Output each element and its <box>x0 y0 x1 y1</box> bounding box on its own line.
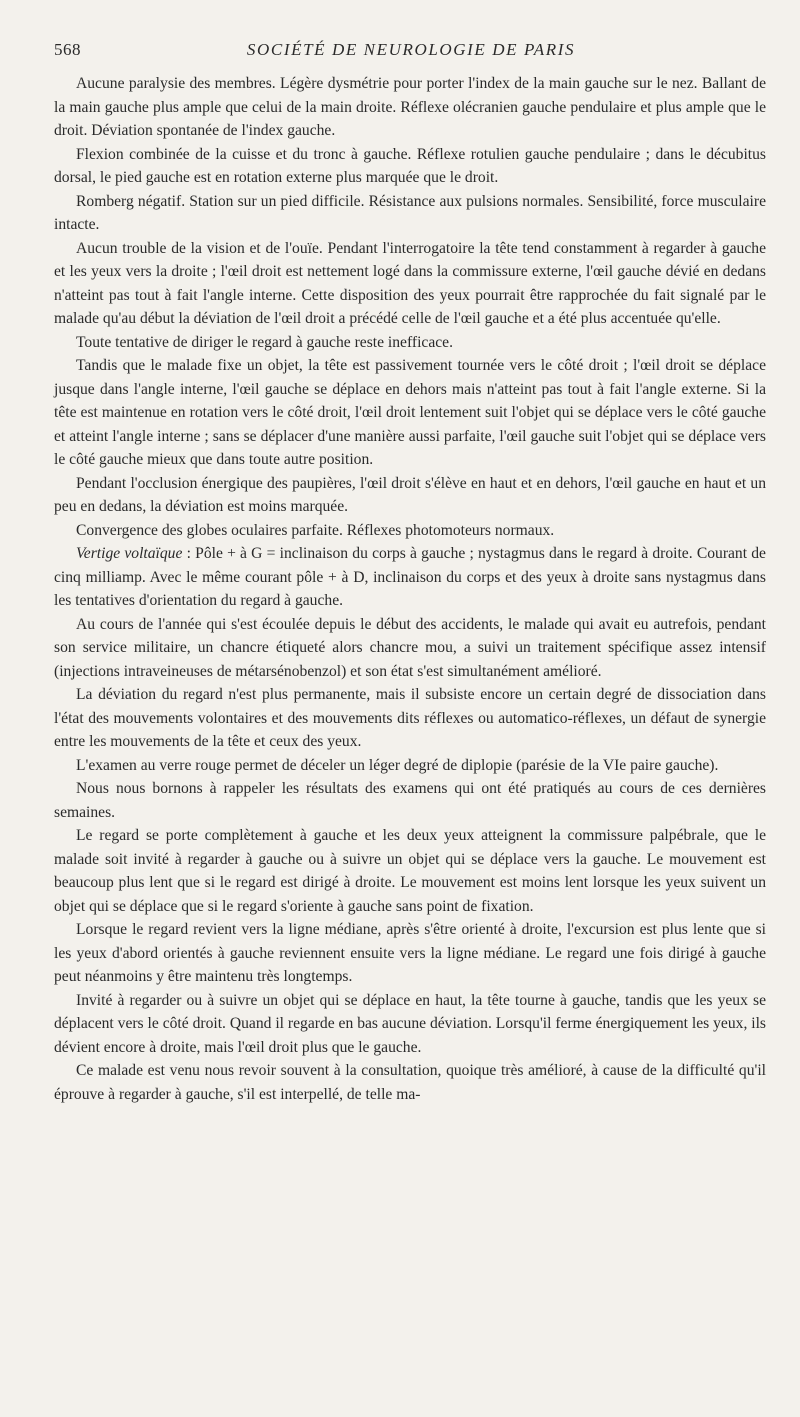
paragraph: Aucun trouble de la vision et de l'ouïe. Pendant l'interrogatoire la tête tend constamment à regarder à gauche et les yeux vers la droite ; l'œil droit est nettement logé dans la commissure externe, l'œil gauche dévié en dedans n'atteint pas tout à fait l'angle interne. Cette disposition des yeux pourrait être rapprochée du fait signalé par le malade qu'au début la déviation de l'œil droit a précédé celle de l'œil gauche et a été plus accentuée qu'elle. <box>54 239 766 327</box>
paragraph: Aucune paralysie des membres. Légère dysmétrie pour porter l'index de la main gauche sur le nez. Ballant de la main gauche plus ample que celui de la main droite. Réflexe olécranien gauche pendulaire et plus ample que le droit. Déviation spontanée de l'index gauche. <box>54 75 766 139</box>
paragraph: Ce malade est venu nous revoir souvent à la consultation, quoique très amélioré, à cause de la difficulté qu'il éprouve à regarder à gauche, s'il est interpellé, de telle ma- <box>54 1062 766 1103</box>
page-header <box>54 40 768 66</box>
paragraph: Nous nous bornons à rappeler les résultats des examens qui ont été pratiqués au cours de ces dernières semaines. <box>54 780 766 821</box>
paragraph: Invité à regarder ou à suivre un objet qui se déplace en haut, la tête tourne à gauche, tandis que les yeux se déplacent vers le côté droit. Quand il regarde en bas aucune déviation. Lorsqu'il ferme énergiquement les yeux, ils dévient encore à droite, mais l'œil droit plus que le gauche. <box>54 991 766 1056</box>
paragraph: Le regard se porte complètement à gauche et les deux yeux atteignent la commissure palpébrale, que le malade soit invité à regarder à gauche ou à suivre un objet qui se déplace vers la gauche. Le mouvement est beaucoup plus lent que si le regard est dirigé à droite. Le mouvement est moins lent lorsque les yeux suivent un objet qui se déplace que si le regard s'oriente à gauche sans point de fixation. <box>54 827 766 915</box>
paragraph: Lorsque le regard revient vers la ligne médiane, après s'être orienté à droite, l'excursion est plus lente que si les yeux d'abord orientés à gauche reviennent ensuite vers la ligne médiane. Le regard une fois dirigé à gauche peut néanmoins y être maintenu très longtemps. <box>54 921 766 985</box>
paragraph: Flexion combinée de la cuisse et du tronc à gauche. Réflexe rotulien gauche pendulaire ; dans le décubitus dorsal, le pied gauche est en rotation externe plus marquée que le droit. <box>54 145 766 186</box>
running-title: SOCIÉTÉ DE NEUROLOGIE DE PARIS <box>246 40 576 59</box>
paragraph: La déviation du regard n'est plus permanente, mais il subsiste encore un certain degré de dissociation dans l'état des mouvements volontaires et des mouvements dits réflexes ou automatico-réflexes, un défaut de synergie entre les mouvements de la tête et ceux des yeux. <box>54 686 766 750</box>
paragraph: Convergence des globes oculaires parfaite. Réflexes photomoteurs normaux. <box>76 521 555 539</box>
italic-lead: Vertige voltaïque <box>76 545 183 562</box>
page-number: 568 <box>54 40 81 59</box>
paragraph: Pendant l'occlusion énergique des paupières, l'œil droit s'élève en haut et en dehors, l'œil gauche en haut et un peu en dedans, la déviation est moins marquée. <box>54 474 766 515</box>
paragraph: Romberg négatif. Station sur un pied difficile. Résistance aux pulsions normales. Sensibilité, force musculaire intacte. <box>54 192 766 233</box>
paragraph-text: : Pôle + à G = inclinaison du corps à gauche ; nystagmus dans le regard à droite. Courant de cinq milliamp. Avec le même courant pôle + à D, inclinaison du corps et des yeux à droite sans nystagmus dans les tentatives d'orientation du regard à gauche. <box>54 545 766 609</box>
paragraph: L'examen au verre rouge permet de déceler un léger degré de diplopie (parésie de la VIe paire gauche). <box>76 756 719 774</box>
paragraph: Au cours de l'année qui s'est écoulée depuis le début des accidents, le malade qui avait eu autrefois, pendant son service militaire, un chancre étiqueté alors chancre mou, a suivi un traitement spécifique assez intensif (injections intraveineuses de métarsénobenzol) et son état s'est simultanément amélioré. <box>54 615 766 680</box>
paragraph: Tandis que le malade fixe un objet, la tête est passivement tournée vers le côté droit ; l'œil droit se déplace jusque dans l'angle interne, l'œil gauche se déplace en dehors mais n'atteint pas tout à fait l'angle externe. Si la tête est maintenue en rotation vers le côté droit, l'œil droit lentement suit l'objet qui se déplace vers le côté gauche et atteint l'angle interne ; sans se déplacer d'une manière aussi parfaite, l'œil gauche suit l'objet qui se déplace vers le côté gauche mieux que dans toute autre position. <box>54 357 766 468</box>
paragraph: Toute tentative de diriger le regard à gauche reste inefficace. <box>76 333 453 351</box>
paragraph <box>54 542 766 613</box>
body-text <box>54 72 766 1106</box>
